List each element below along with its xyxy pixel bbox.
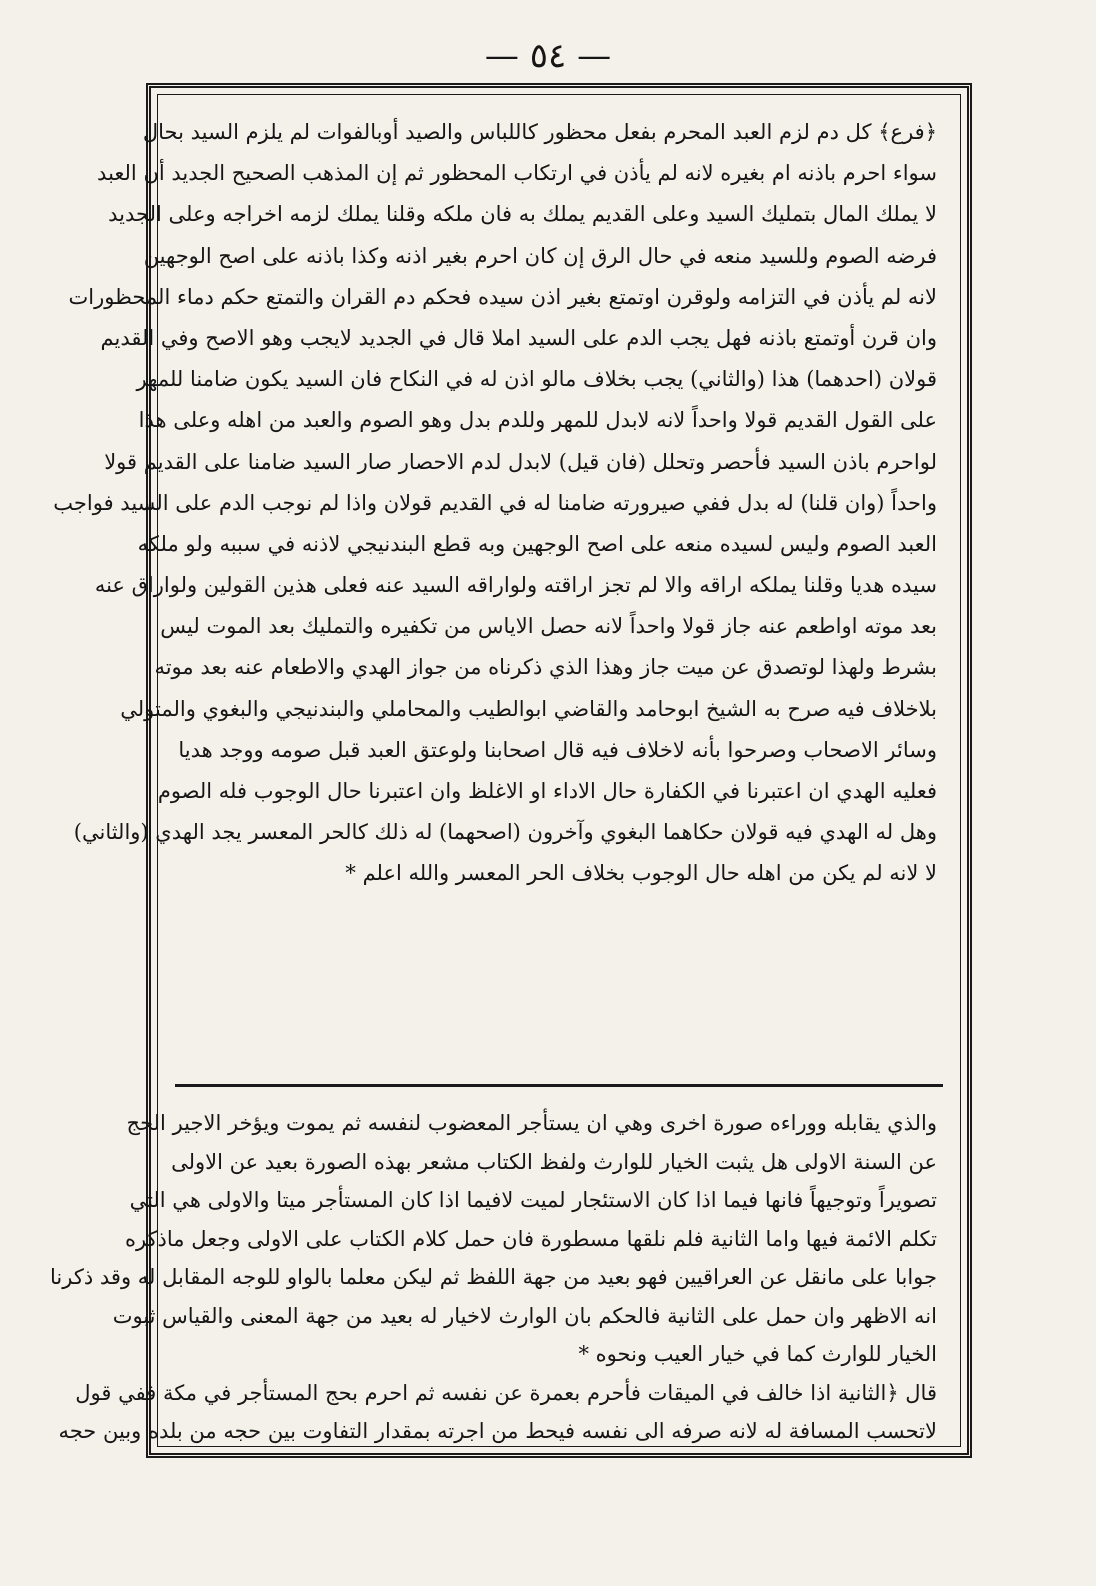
section-divider: [175, 1084, 943, 1087]
text-line: والذي يقابله ووراءه صورة اخرى وهي ان يستأجر المعضوب لنفسه ثم يموت ويؤخر الاجير الحج: [126, 1111, 937, 1135]
text-line: لانه لم يأذن في التزامه ولوقرن اوتمتع بغير اذن سيده فحكم دم القران والتمتع حكم دماء المحظورات: [68, 284, 937, 309]
text-line: بشرط ولهذا لوتصدق عن ميت جاز وهذا الذي ذكرناه من جواز الهدي والاطعام عنه بعد موته: [154, 655, 937, 680]
text-line: قال ﴿الثانية اذا خالف في الميقات فأحرم بعمرة عن نفسه ثم احرم بحج المستأجر في مكة ففي قول: [75, 1380, 937, 1405]
text-line: تكلم الائمة فيها واما الثانية فلم نلقها مسطورة فان حمل كلام الكتاب على الاولى وجعل ماذكره: [124, 1226, 937, 1251]
text-frame: [50, 83, 972, 1458]
text-line: بلاخلاف فيه صرح به الشيخ ابوحامد والقاضي ابوالطيب والمحاملي والبندنيجي والبغوي والمتولي: [120, 696, 937, 721]
page-number: — ٥٤ —: [484, 36, 612, 76]
text-line: لا لانه لم يكن من اهله حال الوجوب بخلاف الحر المعسر والله اعلم *: [345, 861, 937, 886]
text-line: فرضه الصوم وللسيد منعه في حال الرق إن كان احرم بغير اذنه وكذا باذنه على اصح الوجهين: [143, 243, 937, 268]
text-line: جوابا على مانقل عن العراقيين فهو بعيد من جهة اللفظ ثم ليكن معلما بالواو للوجه المقابل له وقد ذكرنا: [50, 1265, 937, 1289]
text-line: عن السنة الاولى هل يثبت الخيار للوارث ولفظ الكتاب مشعر بهذه الصورة بعيد عن الاولى: [171, 1149, 937, 1174]
text-line: بعد موته اواطعم عنه جاز قولا واحداً لانه حصل الاياس من تكفيره والتمليك بعد الموت ليس: [160, 614, 937, 639]
text-line: الخيار للوارث كما في خيار العيب ونحوه *: [578, 1342, 937, 1366]
text-line: لاتحسب المسافة له لانه صرفه الى نفسه فيحط من اجرته بمقدار التفاوت بين حجه من بلده وبين حجه: [58, 1419, 937, 1443]
text-line: قولان (احدهما) هذا (والثاني) يجب بخلاف مالو اذن له في النكاح فان السيد يكون ضامنا للمهر: [136, 367, 937, 392]
text-line: سيده هديا وقلنا يملكه اراقه والا لم تجز اراقته ولواراقه السيد عنه فعلى هذين القولين ولواراق عنه: [94, 573, 937, 598]
text-line: العبد الصوم وليس لسيده منعه على اصح الوجهين وبه قطع البندنيجي لاذنه في سببه ولو ملكه: [137, 531, 937, 556]
commentary-text: [50, 1104, 937, 1443]
text-line: انه الاظهر وان حمل على الثانية فالحكم بان الوارث لاخيار له بعيد من جهة المعنى والقياس ثبوت: [112, 1303, 937, 1328]
text-line: وهل له الهدي فيه قولان حكاهما البغوي وآخرون (اصحهما) له ذلك كالحر المعسر يجد الهدي (والثاني): [73, 820, 937, 845]
text-line: سواء احرم باذنه ام بغيره لانه لم يأذن في ارتكاب المحظور ثم إن المذهب الصحيح الجديد أن العبد: [97, 161, 937, 186]
text-line: وسائر الاصحاب وصرحوا بأنه لاخلاف فيه قال اصحابنا ولوعتق العبد قبل صومه ووجد هديا: [178, 737, 937, 762]
text-line: فعليه الهدي ان اعتبرنا في الكفارة حال الاداء او الاغلظ وان اعتبرنا حال الوجوب فله الصوم: [157, 779, 937, 803]
text-line: لا يملك المال بتمليك السيد وعلى القديم يملك به فان ملكه وقلنا يملك لزمه اخراجه وعلى الجديد: [108, 202, 937, 227]
text-line: واحداً (وان قلنا) له بدل ففي صيرورته ضامنا له في القديم قولان واذا لم نوجب الدم على السيد فواجب: [53, 490, 937, 515]
text-line: لواحرم باذن السيد فأحصر وتحلل (فان قيل) لابدل لدم الاحصار صار السيد ضامنا على القديم قولا: [104, 449, 937, 474]
main-text: [53, 112, 937, 1062]
text-line: ﴿فرع﴾ كل دم لزم العبد المحرم بفعل محظور كاللباس والصيد أوبالفوات لم يلزم السيد بحال: [142, 120, 937, 144]
text-line: تصويراً وتوجيهاً فانها فيما اذا كان الاستئجار لميت لافيما اذا كان المستأجر ميتا والاولى هي التي: [129, 1188, 937, 1212]
text-line: وان قرن أوتمتع باذنه فهل يجب الدم على السيد املا قال في الجديد لايجب وهو الاصح وفي القديم: [100, 325, 937, 350]
text-line: على القول القديم قولا واحداً لانه لابدل للمهر وللدم بدل وهو الصوم والعبد من اهله وعلى هذا: [138, 408, 937, 433]
